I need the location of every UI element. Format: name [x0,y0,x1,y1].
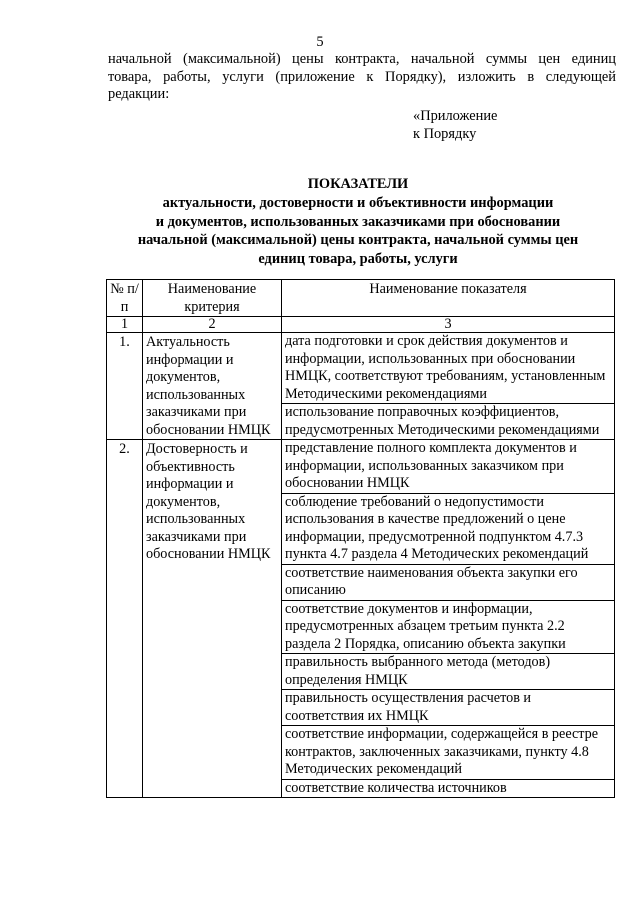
table-row [107,333,615,404]
appendix-reference [413,108,497,143]
header-criterion: Наименование критерия [143,280,282,317]
intro-line: редакции: [108,86,170,102]
title-heading: ПОКАЗАТЕЛИ [307,176,409,192]
indicator-cell: дата подготовки и срок действия документов и информации, использованных при обосновании НМЦК, соответствуют требованиям, установленным Методическими рекомендациями [282,333,615,404]
indicator-cell: использование поправочных коэффициентов, предусмотренных Методическими рекомендациями [282,404,615,440]
column-number-row [107,317,615,333]
indicator-cell: соответствие наименования объекта закупки его описанию [282,564,615,600]
row-number: 1. [107,333,143,440]
indicator-cell: представление полного комплекта документов и информации, использованных заказчиком при обосновании НМЦК [282,440,615,494]
indicator-cell: соблюдение требований о недопустимости использования в качестве предложений о цене информации, предусмотренной подпунктом 4.7.3 пункта 4.7 раздела 4 Методических рекомендаций [282,493,615,564]
title-line: актуальности, достоверности и объективности информации [162,194,554,211]
document-title [100,175,616,269]
header-number: № п/п [107,280,143,317]
intro-paragraph [108,51,616,104]
table-header-row [107,280,615,317]
header-indicator: Наименование показателя [282,280,615,317]
intro-line: товара, работы, услуги (приложение к Порядку), изложить в следующей [108,68,616,85]
table-row [107,440,615,494]
title-line: единиц товара, работы, услуги [258,251,458,268]
title-line: начальной (максимальной) цены контракта, начальной суммы цен [137,232,579,249]
column-number: 1 [107,317,143,333]
appendix-line: «Приложение [413,108,498,124]
indicator-cell: соответствие документов и информации, предусмотренных абзацем третьим пункта 2.2 раздела 2 Порядка, описанию объекта закупки [282,600,615,654]
intro-line: начальной (максимальной) цены контракта, начальной суммы цен единиц [108,51,616,67]
indicator-cell: соответствие количества источников [282,779,615,798]
indicator-cell: правильность осуществления расчетов и соответствия их НМЦК [282,690,615,726]
page-number: 5 [316,34,324,50]
indicator-cell: соответствие информации, содержащейся в реестре контрактов, заключенных заказчиками, пункту 4.8 Методических рекомендаций [282,726,615,780]
column-number: 2 [143,317,282,333]
indicator-cell: правильность выбранного метода (методов) определения НМЦК [282,654,615,690]
indicators-table [106,279,615,798]
criterion-cell: Актуальность информации и документов, использованных заказчиками при обосновании НМЦК [143,333,282,440]
row-number: 2. [107,440,143,798]
appendix-line: к Порядку [413,125,477,142]
column-number: 3 [282,317,615,333]
criterion-cell: Достоверность и объективность информации и документов, использованных заказчиками при обосновании НМЦК [143,440,282,798]
title-line: и документов, использованных заказчиками при обосновании [155,213,561,230]
